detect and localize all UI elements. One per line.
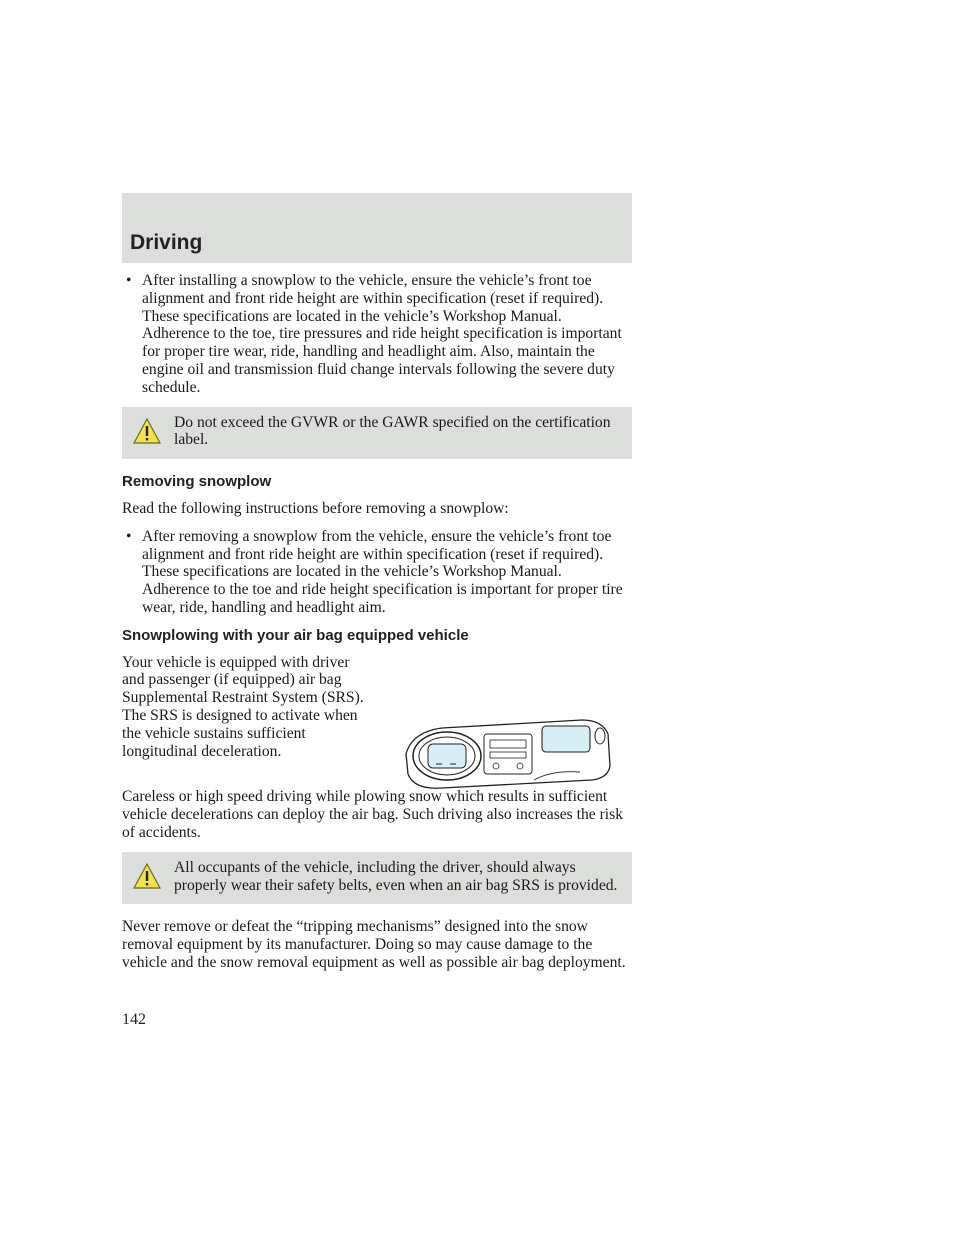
heading-removing-snowplow: Removing snowplow [122, 473, 272, 491]
bullet-dot: • [126, 272, 132, 289]
removing-intro: Read the following instructions before removing a snowplow: [122, 499, 509, 517]
warning-triangle-icon [132, 862, 162, 890]
bullet-dot: • [126, 527, 132, 545]
warning-box [122, 407, 632, 460]
airbag-para-3: Never remove or defeat the “tripping mechanisms” designed into the snow removal equipment by its manufacturer. Doing so may cause damage to the vehicle and the snow removal equipment as well as possible air bag deployment. [122, 918, 626, 971]
dashboard-airbag-illustration [402, 714, 614, 794]
warning-triangle-icon [132, 417, 162, 445]
bullet-item [122, 272, 632, 397]
section-title: Driving [130, 231, 203, 254]
bullet-text: After installing a snowplow to the vehicle, ensure the vehicle’s front toe alignment and front ride height are within specification (reset if required). These specifications are located in the vehicle’s Workshop Manual. Adherence to the toe, tire pressures and ride height specification is important for proper tire wear, ride, handling and headlight aim. Also, maintain the engine oil and transmission fluid change intervals following the severe duty schedule. [142, 272, 622, 396]
airbag-para-1: Your vehicle is equipped with driver and passenger (if equipped) air bag Supplemental Restraint System (SRS). The SRS is designed to activate when the vehicle sustains sufficient longitudinal deceleration. [122, 653, 364, 760]
warning-box [122, 852, 632, 905]
airbag-intro-block [122, 654, 632, 761]
airbag-para-2: Careless or high speed driving while plowing snow which results in sufficient vehicle decelerations can deploy the air bag. Such driving also increases the risk of accidents. [122, 788, 623, 841]
bullet-item [122, 528, 632, 617]
heading-airbag: Snowplowing with your air bag equipped vehicle [122, 626, 469, 644]
page-number: 142 [122, 1011, 146, 1028]
warning-text: All occupants of the vehicle, including the driver, should always properly wear their safety belts, even when an air bag SRS is provided. [174, 858, 618, 894]
bullet-text: After removing a snowplow from the vehicle, ensure the vehicle’s front toe alignment and front ride height are within specification (reset if required). These specifications are located in the vehicle’s Workshop Manual. Adherence to the toe and ride height specification is important for proper tire wear, ride, handling and headlight aim. [142, 527, 623, 616]
page-content [122, 272, 632, 982]
section-header [122, 193, 632, 263]
warning-text: Do not exceed the GVWR or the GAWR specified on the certification label. [174, 413, 611, 449]
